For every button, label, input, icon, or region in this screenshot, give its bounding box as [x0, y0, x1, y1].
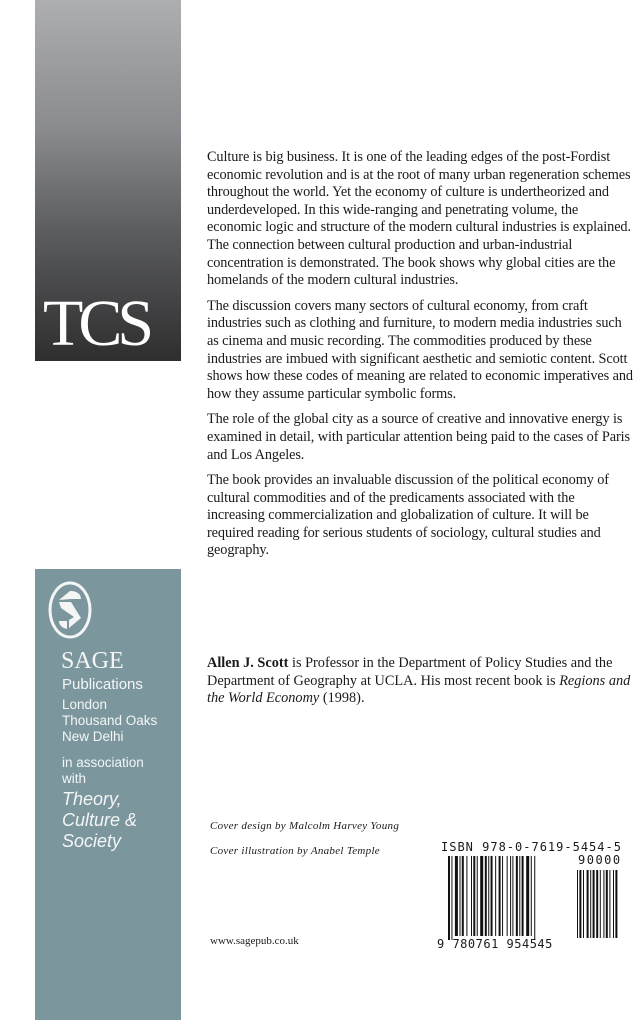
journal-line: Society	[62, 831, 122, 851]
barcode-addon-bar	[596, 870, 598, 938]
barcode-bar	[510, 856, 511, 936]
tcs-logo: TCS	[43, 287, 150, 360]
barcode-addon-bar	[593, 870, 595, 938]
book-blurb	[207, 149, 635, 568]
barcode-addon-bar	[615, 870, 617, 938]
barcode-bar	[502, 856, 503, 936]
author-bio	[207, 655, 635, 708]
barcode-addon-bar	[600, 870, 601, 938]
barcode-bar	[495, 856, 496, 936]
barcode-bar	[531, 856, 532, 936]
isbn-barcode-block	[437, 840, 642, 951]
barcode-addon-bar	[577, 870, 578, 938]
barcode-bar	[462, 856, 464, 936]
price-code: 90000	[578, 853, 622, 867]
barcode-addon-bar	[613, 870, 614, 938]
barcode-bar	[519, 856, 520, 936]
ean-digits: 9 780761 954545	[437, 937, 553, 951]
barcode-bar	[499, 856, 501, 936]
publisher-subtitle: Publications	[62, 676, 143, 693]
cover-illustration-credit: Cover illustration by Anabel Temple	[210, 845, 380, 857]
barcode-bar	[485, 856, 487, 936]
journal-line: Theory,	[62, 789, 122, 809]
website-url: www.sagepub.co.uk	[210, 935, 299, 947]
barcode-addon-bar	[609, 870, 610, 938]
journal-name	[62, 789, 137, 852]
cover-design-credit: Cover design by Malcolm Harvey Young	[210, 820, 400, 832]
barcode-bar	[488, 856, 489, 936]
association-line: in association	[62, 755, 144, 770]
barcode-bar	[480, 856, 483, 936]
bio-text-end: (1998).	[319, 690, 365, 707]
author-name: Allen J. Scott	[207, 655, 289, 671]
barcode-bar	[448, 856, 450, 940]
city: London	[62, 697, 108, 712]
city: Thousand Oaks	[62, 713, 158, 728]
barcode-bar	[451, 856, 452, 940]
barcode-bar	[507, 856, 508, 936]
barcode-icon	[437, 840, 642, 940]
barcode-bar	[471, 856, 472, 936]
barcode-addon-bar	[583, 870, 584, 938]
bio-text: is Professor in the Department of Policy Studies and the Department of Geography at UCLA. His most recent book is	[207, 655, 613, 689]
barcode-bar	[455, 856, 458, 936]
barcode-bar	[534, 856, 535, 940]
association-line: with	[62, 771, 87, 786]
city: New Delhi	[62, 729, 124, 744]
barcode-bar	[491, 856, 493, 936]
publisher-cities	[62, 697, 157, 745]
isbn-label: ISBN 978-0-7619-5454-5	[441, 840, 622, 854]
book-title: Regions and the World Economy	[207, 672, 631, 707]
barcode-addon-bar	[590, 870, 591, 938]
barcode-bar	[466, 856, 467, 936]
barcode-addon-bar	[603, 870, 604, 938]
barcode-bar	[516, 856, 518, 936]
barcode-bar	[477, 856, 478, 936]
barcode-addon-bar	[587, 870, 589, 938]
sage-s-logo-icon	[47, 580, 93, 640]
barcode-bar	[522, 856, 524, 936]
blurb-paragraph: Culture is big business. It is one of the leading edges of the post-Fordist economic revolution and is at the root of many urban regeneration schemes throughout the world. Yet the economy of culture is undertheorized and underdeveloped. In this wide-ranging and penetrating volume, the economic logic and structure of the modern cultural industries is explained. The connection between cultural production and urban-industrial concentration is demonstrated. The book shows why global cities are the homelands of the modern cultural industries.	[207, 149, 631, 289]
tcs-series-panel	[35, 0, 181, 361]
association-text	[62, 755, 144, 787]
barcode-bar	[512, 856, 513, 936]
blurb-paragraph: The discussion covers many sectors of cultural economy, from craft industries such as clothing and furniture, to modern media industries such as cinema and music recording. The commodities produced by these industries are imbued with significant aesthetic and semiotic content. Scott shows how these codes of meaning are related to economic imperatives and how they assume particular symbolic forms.	[207, 297, 633, 402]
blurb-paragraph: The book provides an invaluable discussion of the political economy of cultural commodities and of the predicaments associated with the increasing commercialization and globalization of culture. It will be required reading for serious students of sociology, cultural studies and geography.	[207, 472, 609, 559]
publisher-panel	[35, 569, 181, 1020]
barcode-bar	[526, 856, 529, 936]
blurb-paragraph: The role of the global city as a source of creative and innovative energy is examined in detail, with particular attention being paid to the cases of Paris and Los Angeles.	[207, 411, 630, 463]
barcode-bar	[460, 856, 461, 936]
journal-line: Culture &	[62, 810, 138, 830]
barcode-bar	[473, 856, 475, 936]
barcode-addon-bar	[579, 870, 581, 938]
barcode-addon-bar	[606, 870, 608, 938]
publisher-name: SAGE	[61, 648, 124, 674]
